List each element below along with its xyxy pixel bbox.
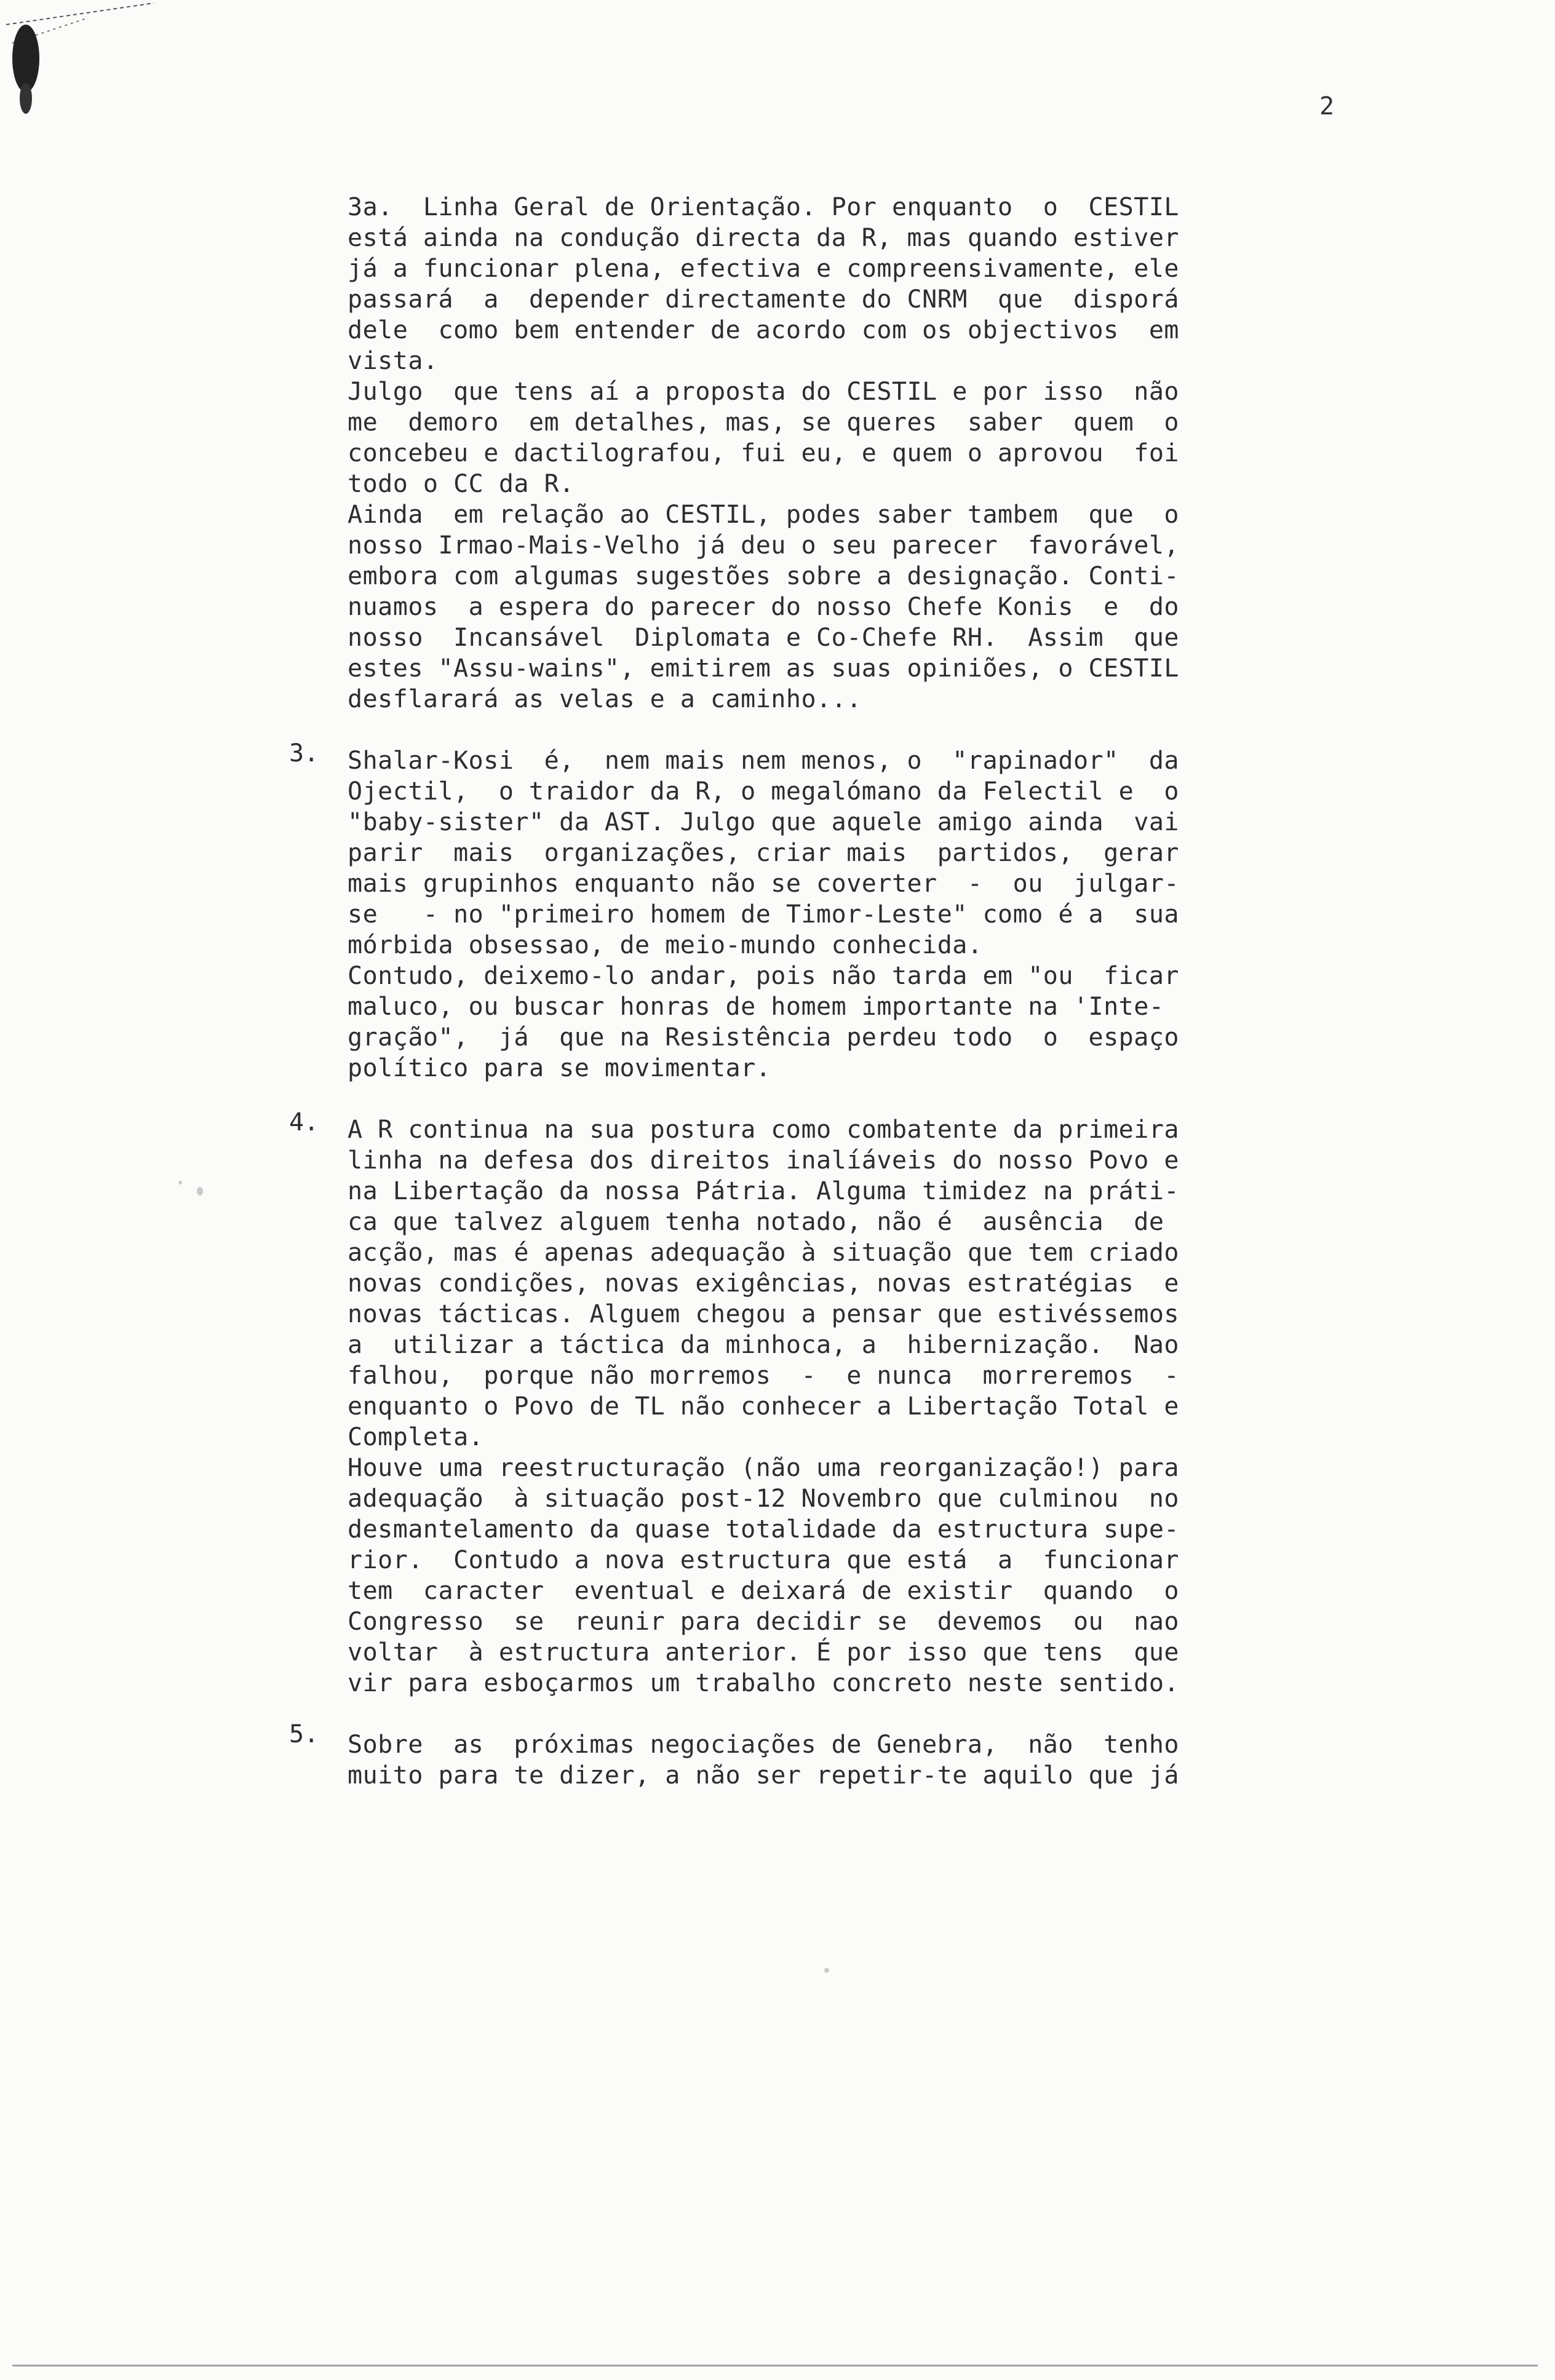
text-line: acção, mas é apenas adequação à situação que tem criado (348, 1239, 1180, 1267)
text-line: "baby-sister" da AST. Julgo que aquele amigo ainda vai (348, 808, 1180, 836)
text-line: vir para esboçarmos um trabalho concreto neste sentido. (348, 1669, 1180, 1697)
text-line: político para se movimentar. (348, 1054, 771, 1082)
text-line: passará a depender directamente do CNRM que disporá (348, 285, 1180, 314)
ink-speck (824, 1968, 829, 1973)
list-marker-5: 5. (289, 1720, 319, 1748)
text-line: novas tácticas. Alguem chegou a pensar que estivéssemos (348, 1300, 1180, 1328)
text-line: já a funcionar plena, efectiva e compreensivamente, ele (348, 255, 1180, 283)
text-line: nuamos a espera do parecer do nosso Chefe Konis e do (348, 593, 1180, 621)
ink-speck (197, 1187, 203, 1196)
text-line: A R continua na sua postura como combatente da primeira (348, 1116, 1180, 1144)
text-line: Congresso se reunir para decidir se devemos ou nao (348, 1608, 1180, 1636)
text-line: concebeu e dactilografou, fui eu, e quem o aprovou foi (348, 439, 1180, 467)
text-line: tem caracter eventual e deixará de existir quando o (348, 1577, 1180, 1605)
text-line: mórbida obsessao, de meio-mundo conhecida. (348, 931, 983, 959)
page-bottom-edge (12, 2365, 1538, 2366)
text-line: vista. (348, 347, 439, 375)
text-line: enquanto o Povo de TL não conhecer a Libertação Total e (348, 1392, 1180, 1421)
list-marker-3: 3. (289, 739, 319, 768)
text-line: novas condições, novas exigências, novas estratégias e (348, 1269, 1180, 1298)
text-line: Contudo, deixemo-lo andar, pois não tarda em "ou ficar (348, 962, 1180, 990)
text-line: voltar à estructura anterior. É por isso que tens que (348, 1638, 1180, 1667)
text-line: desflarará as velas e a caminho... (348, 685, 862, 713)
text-line: mais grupinhos enquanto não se coverter - ou julgar- (348, 870, 1180, 898)
text-line: todo o CC da R. (348, 470, 575, 498)
staple-mark-icon (0, 0, 160, 123)
text-line: adequação à situação post-12 Novembro que culminou no (348, 1485, 1180, 1513)
text-line: está ainda na condução directa da R, mas quando estiver (348, 224, 1180, 252)
list-marker-4: 4. (289, 1108, 319, 1136)
text-line: Houve uma reestructuração (não uma reorganização!) para (348, 1454, 1180, 1482)
text-line: Ainda em relação ao CESTIL, podes saber tambem que o (348, 501, 1180, 529)
text-line: Completa. (348, 1423, 484, 1451)
text-line: me demoro em detalhes, mas, se queres saber quem o (348, 408, 1180, 437)
text-line: muito para te dizer, a não ser repetir-te aquilo que já (348, 1761, 1180, 1790)
text-line: nosso Irmao-Mais-Velho já deu o seu parecer favorável, (348, 531, 1180, 560)
text-line: Shalar-Kosi é, nem mais nem menos, o "rapinador" da (348, 747, 1180, 775)
text-line: estes "Assu-wains", emitirem as suas opiniões, o CESTIL (348, 654, 1180, 683)
text-line: rior. Contudo a nova estructura que está a funcionar (348, 1546, 1180, 1574)
text-line: desmantelamento da quase totalidade da estructura supe- (348, 1515, 1180, 1544)
page-number: 2 (1319, 92, 1335, 121)
ink-speck (178, 1181, 182, 1184)
text-line: nosso Incansável Diplomata e Co-Chefe RH. Assim que (348, 624, 1180, 652)
text-line: falhou, porque não morremos - e nunca morreremos - (348, 1362, 1180, 1390)
text-line: Sobre as próximas negociações de Genebra, não tenho (348, 1731, 1180, 1759)
text-line: 3a. Linha Geral de Orientação. Por enquanto o CESTIL (348, 193, 1180, 221)
text-line: parir mais organizações, criar mais partidos, gerar (348, 839, 1180, 867)
text-line: linha na defesa dos direitos inalíáveis do nosso Povo e (348, 1146, 1180, 1175)
text-line: ca que talvez alguem tenha notado, não é ausência de (348, 1208, 1164, 1236)
text-line: a utilizar a táctica da minhoca, a hibernização. Nao (348, 1331, 1180, 1359)
text-line: gração", já que na Resistência perdeu todo o espaço (348, 1023, 1180, 1052)
text-line: Julgo que tens aí a proposta do CESTIL e por isso não (348, 378, 1180, 406)
text-line: dele como bem entender de acordo com os objectivos em (348, 316, 1180, 344)
text-line: maluco, ou buscar honras de homem importante na 'Inte- (348, 993, 1164, 1021)
text-line: embora com algumas sugestões sobre a designação. Conti- (348, 562, 1180, 590)
text-line: se - no "primeiro homem de Timor-Leste" como é a sua (348, 900, 1180, 929)
text-line: na Libertação da nossa Pátria. Alguma timidez na práti- (348, 1177, 1180, 1205)
text-line: Ojectil, o traidor da R, o megalómano da Felectil e o (348, 777, 1180, 806)
